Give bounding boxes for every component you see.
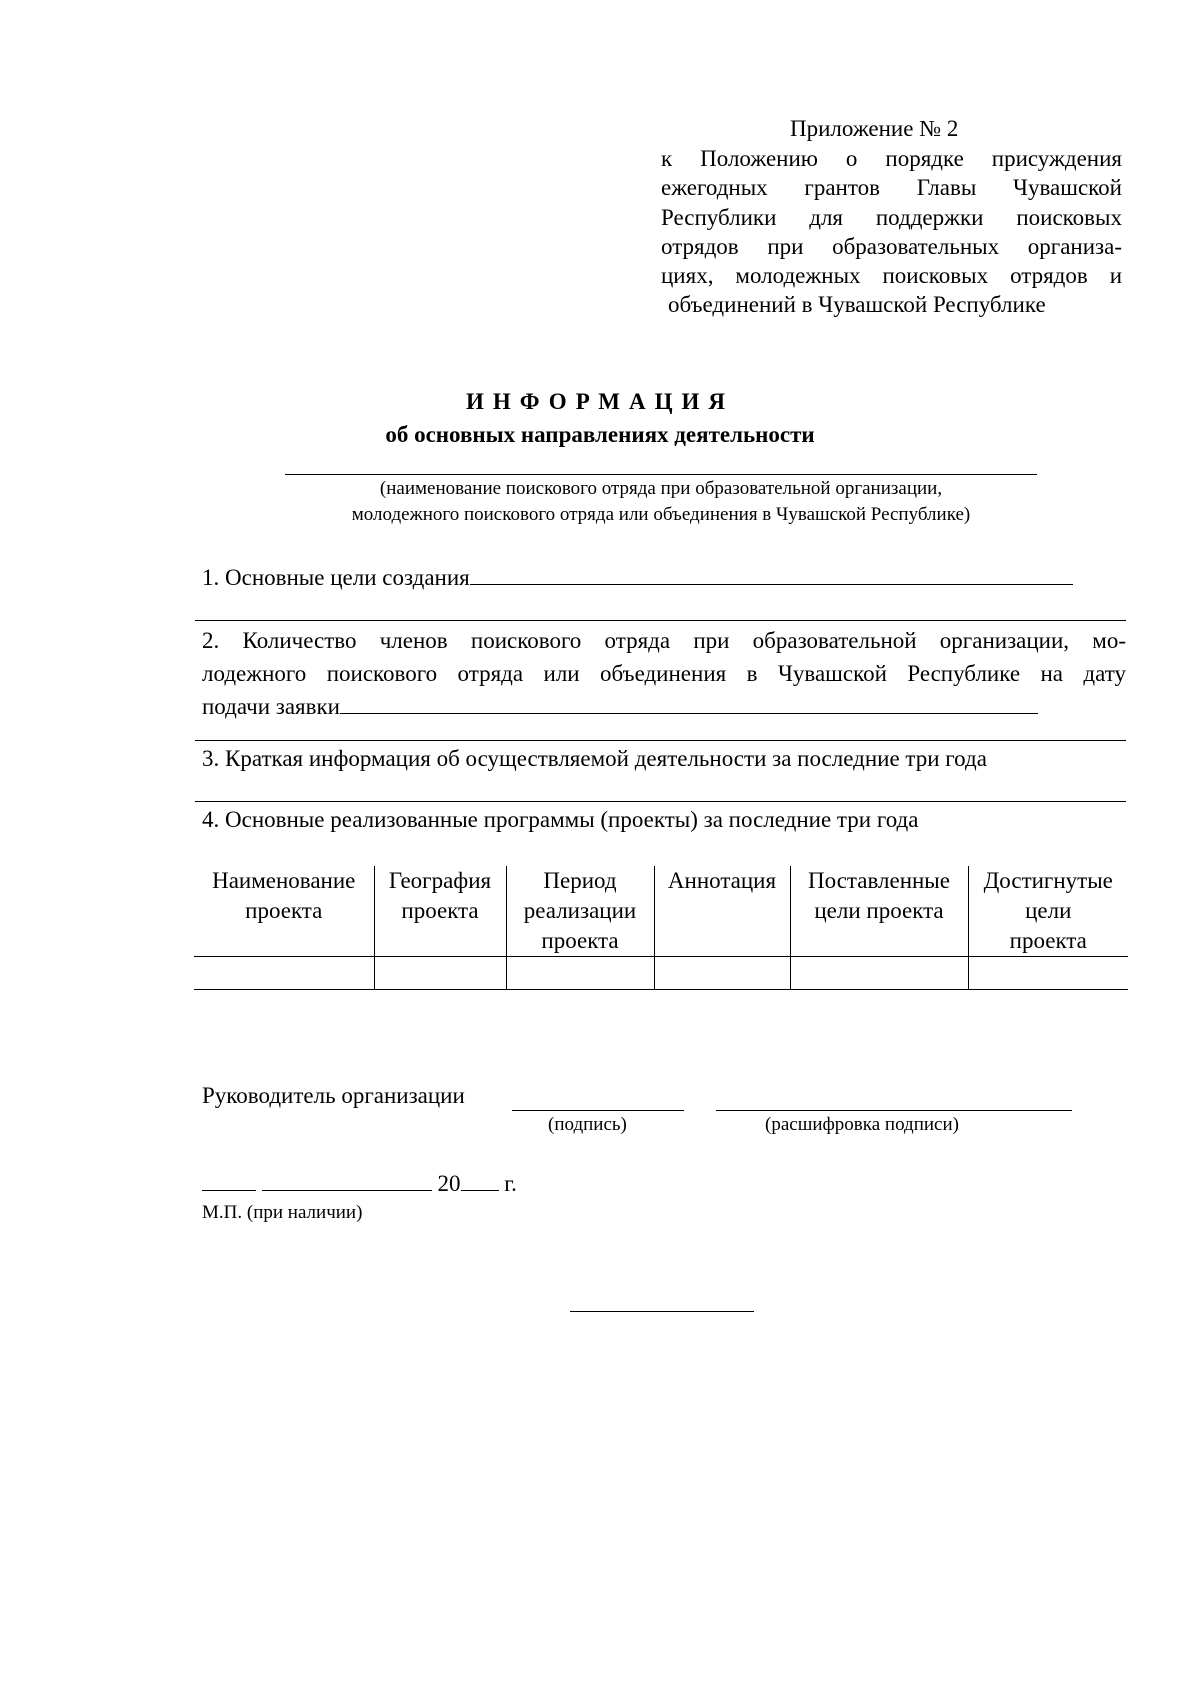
- table-header-row: [194, 866, 1128, 957]
- stamp-place: М.П. (при наличии): [202, 1202, 363, 1223]
- date-month-field[interactable]: [262, 1170, 432, 1191]
- date-year-prefix: 20: [437, 1171, 461, 1196]
- section-2-field[interactable]: [340, 693, 1038, 714]
- end-divider: [570, 1311, 754, 1312]
- date-year-suffix: г.: [504, 1171, 517, 1196]
- column-header-annotation: Аннотация: [654, 866, 790, 957]
- divider: [195, 801, 1126, 802]
- organization-name-caption: [285, 476, 1037, 528]
- signature-label: Руководитель организации: [202, 1083, 465, 1108]
- column-header-project-name: Наименование проекта: [194, 866, 374, 957]
- signature-decode-caption: (расшифровка подписи): [765, 1114, 959, 1135]
- table-cell[interactable]: [968, 957, 1128, 990]
- table-cell[interactable]: [194, 957, 374, 990]
- date-line: [202, 1170, 517, 1197]
- table-cell[interactable]: [790, 957, 968, 990]
- annex-line: к Положению о порядке присуждения: [661, 146, 1122, 172]
- date-year-field[interactable]: [461, 1170, 499, 1191]
- annex-reference: [661, 144, 1122, 319]
- caption-line: молодежного поискового отряда или объединения в Чувашской Республике): [351, 504, 971, 525]
- divider: [195, 740, 1126, 741]
- date-day-field[interactable]: [202, 1170, 256, 1191]
- divider: [195, 620, 1126, 621]
- signature-caption: (подпись): [548, 1114, 627, 1135]
- section-3: 3. Краткая информация об осуществляемой деятельности за последние три года: [202, 746, 987, 771]
- annex-line: отрядов при образовательных организа-: [661, 233, 1122, 259]
- annex-header: [661, 114, 1122, 319]
- section-2-line: [202, 690, 1126, 723]
- document-subtitle: об основных направлениях деятельности: [385, 422, 815, 447]
- section-2: [202, 624, 1126, 723]
- signature-field[interactable]: [512, 1110, 684, 1111]
- section-1: [202, 564, 1073, 591]
- section-2-line: лодежного поискового отряда или объединения в Чувашской Республике на дату: [202, 661, 1126, 686]
- section-1-field[interactable]: [470, 564, 1073, 585]
- annex-number: Приложение № 2: [790, 116, 959, 141]
- table-row: [194, 957, 1128, 990]
- caption-line: (наименование поискового отряда при образовательной организации,: [379, 478, 943, 499]
- signature-decode-field[interactable]: [716, 1110, 1072, 1111]
- column-header-geography: География проекта: [374, 866, 506, 957]
- document-title: ИНФОРМАЦИЯ: [465, 389, 735, 414]
- annex-line: ежегодных грантов Главы Чувашской: [661, 175, 1122, 201]
- column-header-period: Период реализации проекта: [506, 866, 654, 957]
- column-header-goals-achieved: Достигнутые цели проекта: [968, 866, 1128, 957]
- annex-line: Республики для поддержки поисковых: [661, 204, 1122, 230]
- section-4: 4. Основные реализованные программы (проекты) за последние три года: [202, 807, 919, 832]
- section-2-label-end: подачи заявки: [202, 694, 340, 719]
- column-header-goals-set: Поставленные цели проекта: [790, 866, 968, 957]
- table-cell[interactable]: [654, 957, 790, 990]
- section-1-label: 1. Основные цели создания: [202, 565, 470, 590]
- projects-table: [194, 866, 1128, 990]
- table-cell[interactable]: [374, 957, 506, 990]
- organization-name-field[interactable]: [285, 474, 1037, 475]
- annex-line: циях, молодежных поисковых отрядов и: [661, 263, 1122, 289]
- section-2-line: 2. Количество членов поискового отряда при образовательной организации, мо-: [202, 628, 1126, 653]
- annex-line: объединений в Чувашской Республике: [668, 292, 1046, 318]
- table-cell[interactable]: [506, 957, 654, 990]
